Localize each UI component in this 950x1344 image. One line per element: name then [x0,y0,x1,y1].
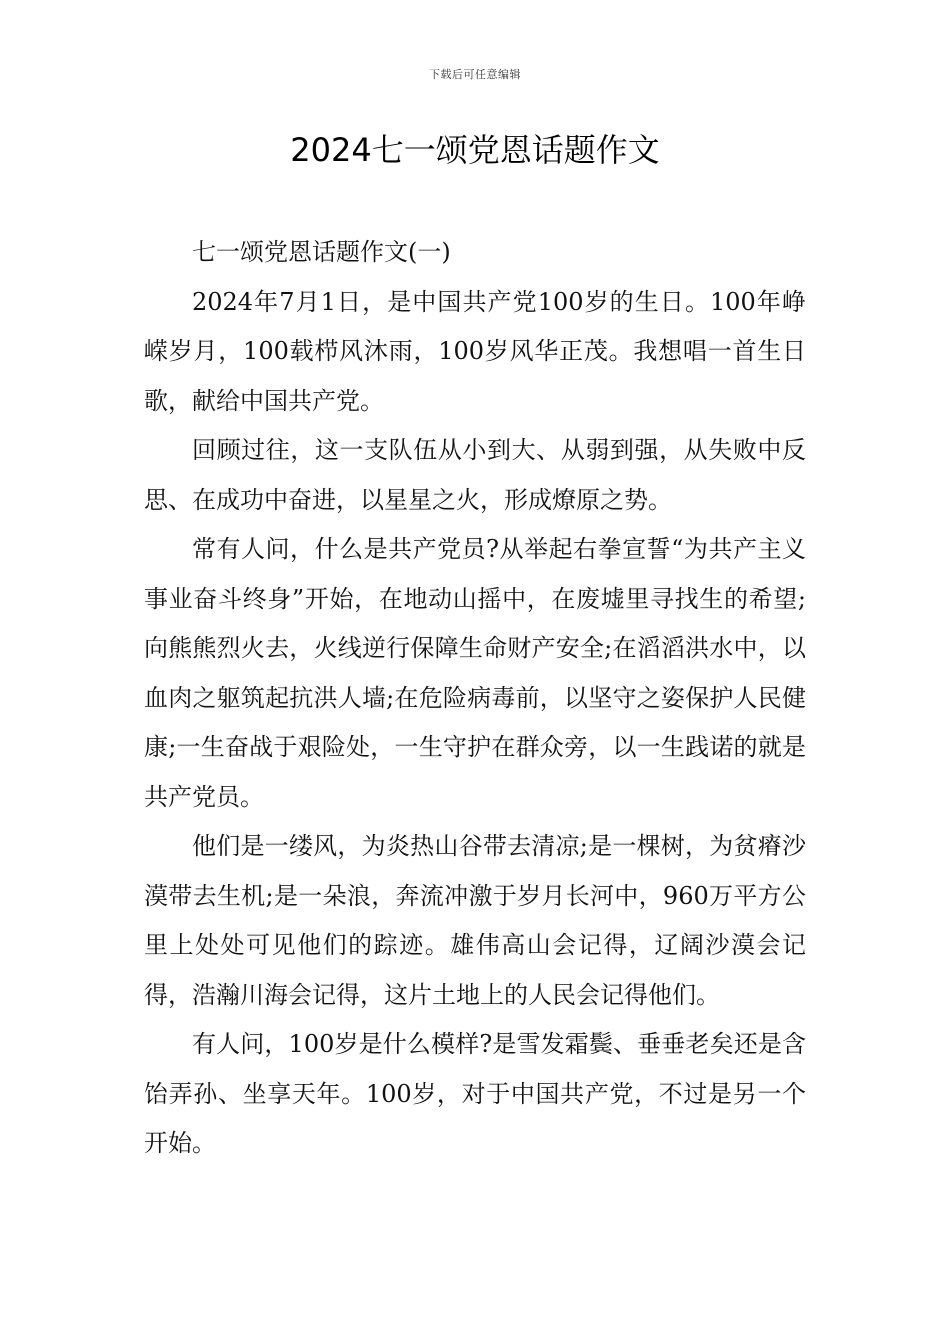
section-subtitle: 七一颂党恩话题作文(一) [192,238,451,266]
paragraph: 回顾过往，这一支队伍从小到大、从弱到强，从失败中反思、在成功中奋进，以星星之火，形成燎原之势。 [144,436,806,514]
paragraph: 常有人问，什么是共产党员?从举起右拳宣誓“为共产主义事业奋斗终身”开始，在地动山摇中，在废墟里寻找生的希望;向熊熊烈火去，火线逆行保障生命财产安全;在滔滔洪水中，以血肉之躯筑起抗洪人墙;在危险病毒前，以坚守之姿保护人民健康;一生奋战于艰险处，一生守护在群众旁，以一生践诺的就是共产党员。 [144,535,806,811]
document-body [144,228,806,1169]
header-note: 下载后可任意编辑 [429,68,521,81]
document-title: 2024七一颂党恩话题作文 [290,131,660,169]
paragraph: 2024年7月1日，是中国共产党100岁的生日。100年峥嵘岁月，100载栉风沐雨，100岁风华正茂。我想唱一首生日歌，献给中国共产党。 [144,287,806,415]
paragraph: 有人问，100岁是什么模样?是雪发霜鬓、垂垂老矣还是含饴弄孙、坐享天年。100岁，对于中国共产党，不过是另一个开始。 [144,1030,806,1157]
paragraph: 他们是一缕风，为炎热山谷带去清凉;是一棵树，为贫瘠沙漠带去生机;是一朵浪，奔流冲激于岁月长河中，960万平方公里上处处可见他们的踪迹。雄伟高山会记得，辽阔沙漠会记得，浩瀚川海会记得，这片土地上的人民会记得他们。 [144,832,806,1009]
